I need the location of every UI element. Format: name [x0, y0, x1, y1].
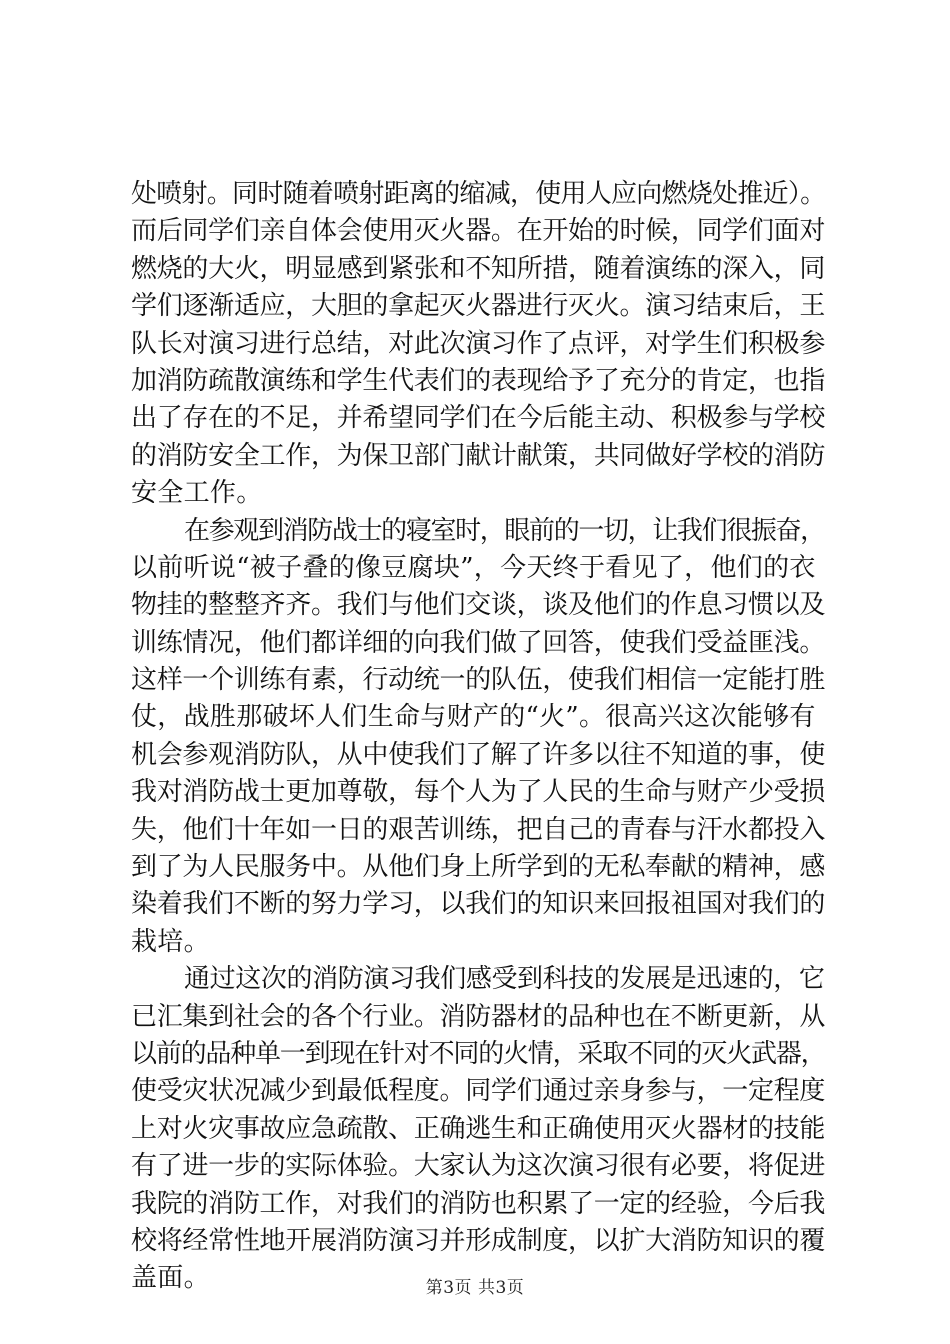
- body-line: 物挂的整整齐齐。我们与他们交谈，谈及他们的作息习惯以及: [131, 590, 826, 621]
- body-line: 的消防安全工作，为保卫部门献计献策，共同做好学校的消防: [131, 440, 826, 471]
- body-line: 这样一个训练有素，行动统一的队伍，使我们相信一定能打胜: [131, 665, 826, 696]
- body-line: 学们逐渐适应，大胆的拿起灭火器进行灭火。演习结束后，王: [131, 291, 826, 322]
- body-line: 燃烧的大火，明显感到紧张和不知所措，随着演练的深入，同: [131, 253, 826, 284]
- body-line: 通过这次的消防演习我们感受到科技的发展是迅速的，它: [184, 964, 825, 995]
- body-line: 训练情况，他们都详细的向我们做了回答，使我们受益匪浅。: [131, 627, 826, 658]
- body-line: 而后同学们亲自体会使用灭火器。在开始的时候，同学们面对: [131, 216, 826, 247]
- body-line: 校将经常性地开展消防演习并形成制度，以扩大消防知识的覆: [131, 1225, 826, 1256]
- body-line: 使受灾状况减少到最低程度。同学们通过亲身参与，一定程度: [131, 1076, 826, 1107]
- body-line: 安全工作。: [131, 478, 263, 509]
- body-line: 机会参观消防队，从中使我们了解了许多以往不知道的事，使: [131, 739, 826, 770]
- body-line: 已汇集到社会的各个行业。消防器材的品种也在不断更新，从: [131, 1001, 826, 1032]
- body-line: 到了为人民服务中。从他们身上所学到的无私奉献的精神，感: [131, 852, 826, 883]
- body-line: 染着我们不断的努力学习，以我们的知识来回报祖国对我们的: [131, 889, 826, 920]
- body-line: 以前的品种单一到现在针对不同的火情，采取不同的灭火武器，: [131, 1038, 826, 1069]
- body-line: 加消防疏散演练和学生代表们的表现给予了充分的肯定，也指: [131, 365, 826, 396]
- body-line: 仗，战胜那破坏人们生命与财产的“火”。很高兴这次能够有: [131, 702, 816, 733]
- body-line: 我对消防战士更加尊敬，每个人为了人民的生命与财产少受损: [131, 777, 826, 808]
- body-line: 以前听说“被子叠的像豆腐块”，今天终于看见了，他们的衣: [131, 552, 816, 583]
- body-line: 出了存在的不足，并希望同学们在今后能主动、积极参与学校: [131, 403, 826, 434]
- body-line: 在参观到消防战士的寝室时，眼前的一切，让我们很振奋，: [184, 515, 825, 546]
- body-line: 栽培。: [131, 926, 210, 957]
- body-line: 失，他们十年如一日的艰苦训练，把自己的青春与汗水都投入: [131, 814, 826, 845]
- body-line: 队长对演习进行总结，对此次演习作了点评，对学生们积极参: [131, 328, 826, 359]
- page-footer: 第3页 共3页: [425, 1278, 525, 1298]
- body-line: 我院的消防工作，对我们的消防也积累了一定的经验，今后我: [131, 1188, 826, 1219]
- body-line: 处喷射。同时随着喷射距离的缩减，使用人应向燃烧处推近）。: [131, 179, 826, 209]
- body-line: 盖面。: [131, 1263, 210, 1294]
- body-line: 上对火灾事故应急疏散、正确逃生和正确使用灭火器材的技能: [131, 1113, 826, 1144]
- document-body: [131, 176, 825, 1298]
- body-line: 有了进一步的实际体验。大家认为这次演习很有必要，将促进: [131, 1151, 826, 1182]
